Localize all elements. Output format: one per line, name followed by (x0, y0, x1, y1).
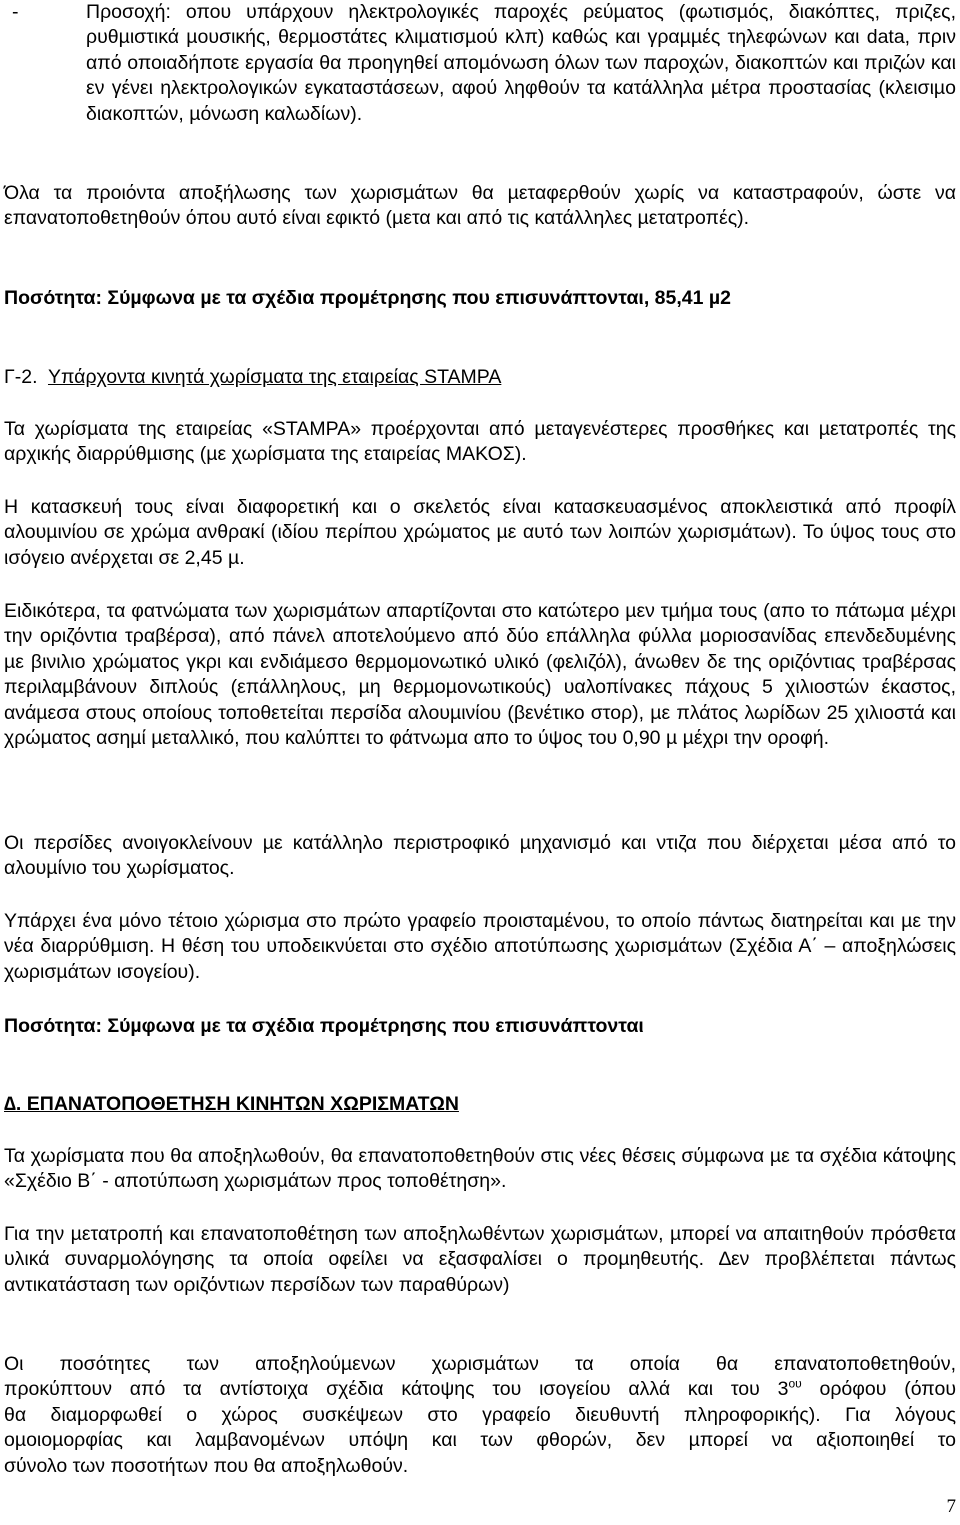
warning-paragraph: Προσοχή: οπου υπάρχουν ηλεκτρολογικές παροχές ρεύµατος (φωτισµός, διακόπτες, πριζες, ρυθµιστικά µουσικής, θερµοστάτες κλιµατισµού κλπ) καθώς και γραµµές τηλεφώνων και data, πριν από οποιαδήποτε εργασία θα προηγηθεί αποµόνωση όλων των παροχών, διακοπτών και πριζών και εν γένει ηλεκτρολογικών εγκαταστάσεων, αφού ληφθούν τα κατάλληλα µέτρα προστασίας (κλεισιµο διακοπτών, µόνωση καλωδίων). (86, 1, 956, 125)
final-line-2-text: προκύπτουν από τα αντίστοιχα σχέδια κάτοψης του ισογείου αλλά και του 3 (4, 1378, 789, 1401)
materials-paragraph: Για την µετατροπή και επανατοποθέτηση των αποξηλωθέντων χωρισµάτων, µπορεί να απαιτηθούν πρόσθετα υλικά συναρµολόγησης τα οποία οφείλει να εξασφαλίσει ο προµηθευτής. ∆εν προβλέπεται πάντως αντικατάσταση των οριζόντιων περσίδων των παραθύρων) (4, 1223, 956, 1296)
final-line-2-superscript: ου (788, 1376, 802, 1391)
final-line-2-tail: ορόφου (όπου (801, 1378, 956, 1401)
quantity-line-2: Ποσότητα: Σύµφωνα µε τα σχέδια προµέτρησης που επισυνάπτονται (4, 1015, 644, 1037)
section-heading-d: ∆. ΕΠΑΝΑΤΟΠΟΘΕΤΗΣΗ ΚΙΝΗΤΩΝ ΧΩΡΙΣΜΑΤΩΝ (4, 1093, 459, 1115)
final-line-3: θα διαµορφωθεί ο χώρος συσκέψεων στο γραφείο διευθυντή πληροφορικής). Για λόγους (4, 1403, 956, 1426)
section-heading-g2-label: Γ-2. (4, 366, 48, 388)
final-paragraph (4, 1352, 956, 1479)
reinstall-paragraph: Τα χωρίσµατα που θα αποξηλωθούν, θα επανατοποθετηθούν στις νέες θέσεις σύµφωνα µε τα σχέδια κάτοψης «Σχέδιο Β΄ - αποτύπωση χωρισµάτων προς τοποθέτηση». (4, 1145, 956, 1193)
section-heading-g2 (4, 365, 956, 390)
final-line-2 (4, 1377, 956, 1402)
quantity-line-1: Ποσότητα: Σύµφωνα µε τα σχέδια προµέτρησης που επισυνάπτονται, 85,41 µ2 (4, 287, 731, 309)
construction-paragraph: Η κατασκευή τους είναι διαφορετική και ο σκελετός είναι κατασκευασµένος αποκλειστικά από προφίλ αλουµινίου σε χρώµα ανθρακί (ιδίου περίπου χρώµατος µε αυτό των λοιπών χωρισµάτων). Το ύψος τους στο ισόγειο ανέρχεται σε 2,45 µ. (4, 496, 956, 569)
products-paragraph: Όλα τα προιόντα αποξήλωσης των χωρισµάτων θα µεταφερθούν χωρίς να καταστραφούν, ώστε να επανατοποθετηθούν όπου αυτό είναι εφικτό (µετα και από τις κατάλληλες µετατροπές). (4, 182, 956, 230)
details-paragraph: Ειδικότερα, τα φατνώµατα των χωρισµάτων απαρτίζονται στο κατώτερο µεν τµήµα τους (απο το πάτωµα µέχρι την οριζόντια τραβέρσα), από πάνελ αποτελούµενο από δύο επάλληλα φύλλα µοριοσανίδας επενδεδυµένης µε βινιλιο χρώµατος γκρι και ενδιάµεσο θερµοµονωτικό υλικό (φελιζόλ), άνωθεν δε της οριζόντιας τραβέρσας περιλαµβάνουν διπλούς (επάλληλους, µη θερµοµονωτικούς) υαλοπίνακες πάχους 5 χιλιοστών έκαστος, ανάµεσα στους οποίους τοποθετείται περσίδα αλουµινίου (βενέτικο στορ), µε πλάτος λωρίδων 25 χιλιοστά και χρώµατος ασηµί µεταλλικό, που καλύπτει το φάτνωµα απο το ύψος του 0,90 µ µέχρι την οροφή. (4, 600, 956, 750)
section-heading-g2-title: Υπάρχοντα κινητά χωρίσµατα της εταιρείας STAMPA (47, 366, 502, 388)
final-line-1: Οι ποσότητες των αποξηλούµενων χωρισµάτων τα οποία θα επανατοποθετηθούν, (4, 1353, 956, 1375)
stampa-paragraph: Τα χωρίσµατα της εταιρείας «STAMPA» προέρχονται από µεταγενέστερες προσθήκες και µετατροπές της αρχικής διαρρύθµισης (µε χωρίσµατα της εταιρείας ΜΑΚΟΣ). (4, 418, 956, 466)
office-paragraph: Υπάρχει ένα µόνο τέτοιο χώρισµα στο πρώτο γραφείο προισταµένου, το οποίο πάντως διατηρείται και µε την νέα διαρρύθµιση. Η θέση του υποδεικνύεται στο σχέδιο αποτύπωσης χωρισµάτων (Σχέδια Α΄ – αποξηλώσεις χωρισµάτων ισογείου). (4, 910, 956, 983)
final-line-5: σύνολο των ποσοτήτων που θα αποξηλωθούν. (4, 1454, 409, 1477)
bullet-dash: - (12, 1, 19, 23)
blinds-paragraph: Οι περσίδες ανοιγοκλείνουν µε κατάλληλο περιστροφικό µηχανισµό και ντιζα που διέρχεται µέσα από το αλουµίνιο του χωρίσµατος. (4, 832, 956, 880)
final-line-4: οµοιοµορφίας και λαµβανοµένων υπόψη και των φθορών, δεν µπορεί να αξιοποιηθεί το (4, 1429, 956, 1452)
page-number: 7 (946, 1496, 956, 1517)
